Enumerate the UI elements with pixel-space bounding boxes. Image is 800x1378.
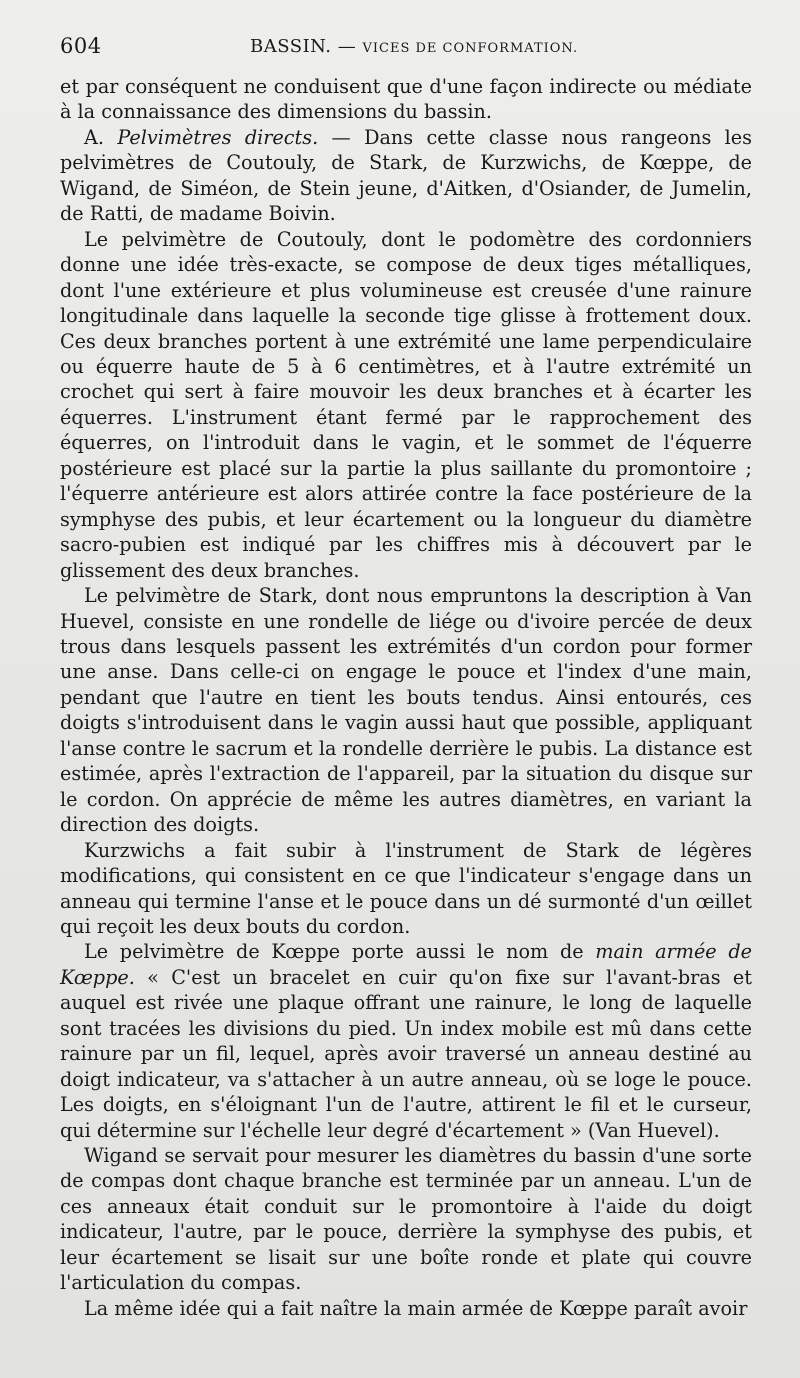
paragraph-stark: Le pelvimètre de Stark, dont nous empruntons la description à Van Huevel, consiste en une rondelle de liége ou d'ivoire percée de deux trous dans lesquels passent les extrémités d'un cordon pour former une anse. Dans celle-ci on engage le pouce et l'index d'une main, pendant que l'autre en tient les bouts tendus. Ainsi entourés, ces doigts s'introduisent dans le vagin aussi haut que possible, appliquant l'anse contre le sacrum et la rondelle derrière le pubis. La distance est estimée, après l'extraction de l'appareil, par la situation du disque sur le cordon. On apprécie de même les autres diamètres, en variant la direction des doigts. (60, 584, 752, 837)
body-text (60, 74, 752, 1321)
paragraph-final-fragment: La même idée qui a fait naître la main armée de Kœppe paraît avoir (84, 1296, 748, 1320)
running-title-sub: VICES DE CONFORMATION. (362, 41, 579, 56)
paragraph-wigand: Wigand se servait pour mesurer les diamètres du bassin d'une sorte de compas dont chaque branche est terminée par un anneau. L'un de ces anneaux était conduit sur le promontoire à l'aide du doigt indicateur, l'autre, par le pouce, derrière la symphyse des pubis, et leur écartement se lisait sur une boîte ronde et plate qui couvre l'articulation du compas. (60, 1144, 752, 1295)
running-title-dash: — (337, 36, 357, 57)
running-header (60, 34, 760, 62)
running-title-main: BASSIN. (250, 36, 332, 57)
running-title (250, 36, 578, 57)
paragraph-pelvimetres-directs: A. Pelvimètres directs. — Dans cette classe nous rangeons les pelvimètres de Coutouly, de Stark, de Kurzwichs, de Kœppe, de Wigand, de Siméon, de Stein jeune, d'Aitken, d'Osiander, de Jumelin, de Ratti, de madame Boivin. (60, 125, 752, 226)
page-number: 604 (60, 34, 102, 58)
paragraph-continuation: et par conséquent ne conduisent que d'une façon indirecte ou médiate à la connaissance des dimensions du bassin. (60, 75, 752, 124)
section-heading-italic: Pelvimètres directs. (117, 125, 319, 149)
paragraph-coutouly: Le pelvimètre de Coutouly, dont le podomètre des cordonniers donne une idée très-exacte, se compose de deux tiges métalliques, dont l'une extérieure et plus volumineuse est creusée d'une rainure longitudinale dans laquelle la seconde tige glisse à frottement doux. Ces deux branches portent à une extrémité une lame perpendiculaire ou équerre haute de 5 à 6 centimètres, et à l'autre extrémité un crochet qui sert à faire mouvoir les deux branches et à écarter les équerres. L'instrument étant fermé par le rapprochement des équerres, on l'introduit dans le vagin, et le sommet de l'équerre postérieure est placé sur la partie la plus saillante du promontoire ; l'équerre antérieure est alors attirée contre la face postérieure de la symphyse des pubis, et leur écartement ou la longueur du diamètre sacro-pubien est indiqué par les chiffres mis à découvert par le glissement des deux branches. (60, 227, 752, 582)
paragraph-kurzwichs: Kurzwichs a fait subir à l'instrument de Stark de légères modifications, qui consistent en ce que l'indicateur s'engage dans un anneau qui termine l'anse et le pouce dans un dé surmonté d'un œillet qui reçoit les deux bouts du cordon. (60, 838, 752, 938)
italic-term: main armée de Kœppe. (60, 940, 752, 989)
paragraph-koeppe: Le pelvimètre de Kœppe porte aussi le nom de main armée de Kœppe. « C'est un bracelet en cuir qu'on fixe sur l'avant-bras et auquel est rivée une plaque offrant une rainure, le long de laquelle sont tracées les divisions du pied. Un index mobile est mû dans cette rainure par un fil, lequel, après avoir traversé un anneau destiné au doigt indicateur, va s'attacher à un autre anneau, où se loge le pouce. Les doigts, en s'éloignant l'un de l'autre, attirent le fil et le curseur, qui détermine sur l'échelle leur degré d'écartement » (Van Huevel). (60, 940, 752, 1142)
